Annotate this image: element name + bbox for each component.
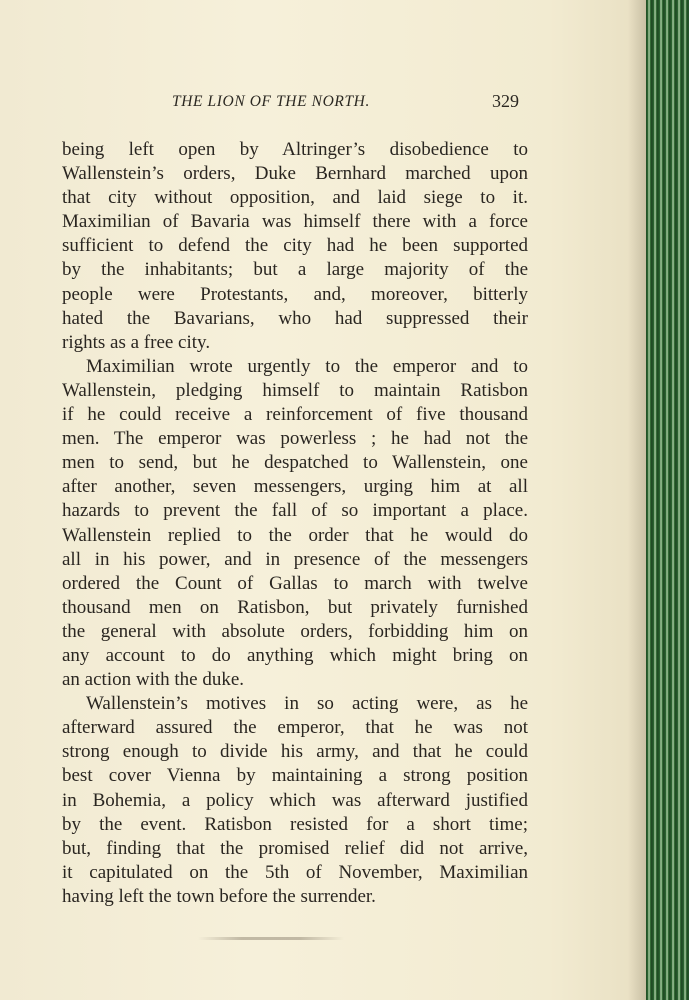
book-cover-edge: [646, 0, 689, 1000]
text-line: that city without opposition, and laid siege to it.: [62, 187, 528, 209]
text-line: any account to do anything which might bring on: [62, 644, 528, 666]
page-gutter-shadow: [628, 0, 646, 1000]
text-line: after another, seven messengers, urging him at all: [62, 476, 528, 498]
text-line-paragraph-end: rights as a free city.: [62, 331, 211, 353]
body-text: [62, 138, 528, 909]
text-line: Wallenstein, pledging himself to maintain Ratisbon: [62, 379, 528, 401]
text-line: Wallenstein replied to the order that he would do: [62, 524, 528, 546]
text-line: ordered the Count of Gallas to march with twelve: [62, 572, 528, 594]
text-line: strong enough to divide his army, and that he could: [62, 741, 528, 763]
text-line: sufficient to defend the city had he been supported: [62, 235, 528, 257]
text-line: best cover Vienna by maintaining a strong position: [62, 765, 528, 787]
text-line: by the inhabitants; but a large majority of the: [62, 259, 528, 281]
text-line: but, finding that the promised relief did not arrive,: [62, 837, 528, 859]
text-line: thousand men on Ratisbon, but privately furnished: [62, 596, 528, 618]
text-line: hazards to prevent the fall of so important a place.: [62, 500, 528, 522]
text-line-paragraph-start: Maximilian wrote urgently to the emperor and to: [86, 355, 528, 377]
text-line: men. The emperor was powerless ; he had not the: [62, 428, 528, 450]
text-line: men to send, but he despatched to Wallenstein, one: [62, 452, 528, 474]
text-line: Wallenstein’s orders, Duke Bernhard marched upon: [62, 163, 528, 185]
text-line: Maximilian of Bavaria was himself there with a force: [62, 211, 528, 233]
text-line: it capitulated on the 5th of November, Maximilian: [62, 861, 528, 883]
text-line: if he could receive a reinforcement of five thousand: [62, 404, 528, 426]
text-line: being left open by Altringer’s disobedience to: [62, 139, 528, 160]
text-line: by the event. Ratisbon resisted for a short time;: [62, 813, 528, 835]
text-line: hated the Bavarians, who had suppressed their: [62, 307, 528, 329]
text-line: all in his power, and in presence of the messengers: [62, 548, 528, 570]
text-line: in Bohemia, a policy which was afterward justified: [62, 789, 528, 811]
text-line: people were Protestants, and, moreover, bitterly: [62, 283, 528, 305]
text-line: the general with absolute orders, forbidding him on: [62, 620, 528, 642]
decorative-rule: [198, 937, 344, 940]
text-line: afterward assured the emperor, that he was not: [62, 717, 528, 739]
text-line-paragraph-end: an action with the duke.: [62, 669, 245, 691]
running-head: [0, 93, 646, 117]
text-line-paragraph-end: having left the town before the surrender.: [62, 885, 376, 907]
page-number: 329: [492, 91, 519, 111]
text-line-paragraph-start: Wallenstein’s motives in so acting were, as he: [86, 693, 528, 715]
running-head-title: THE LION OF THE NORTH.: [172, 93, 370, 110]
